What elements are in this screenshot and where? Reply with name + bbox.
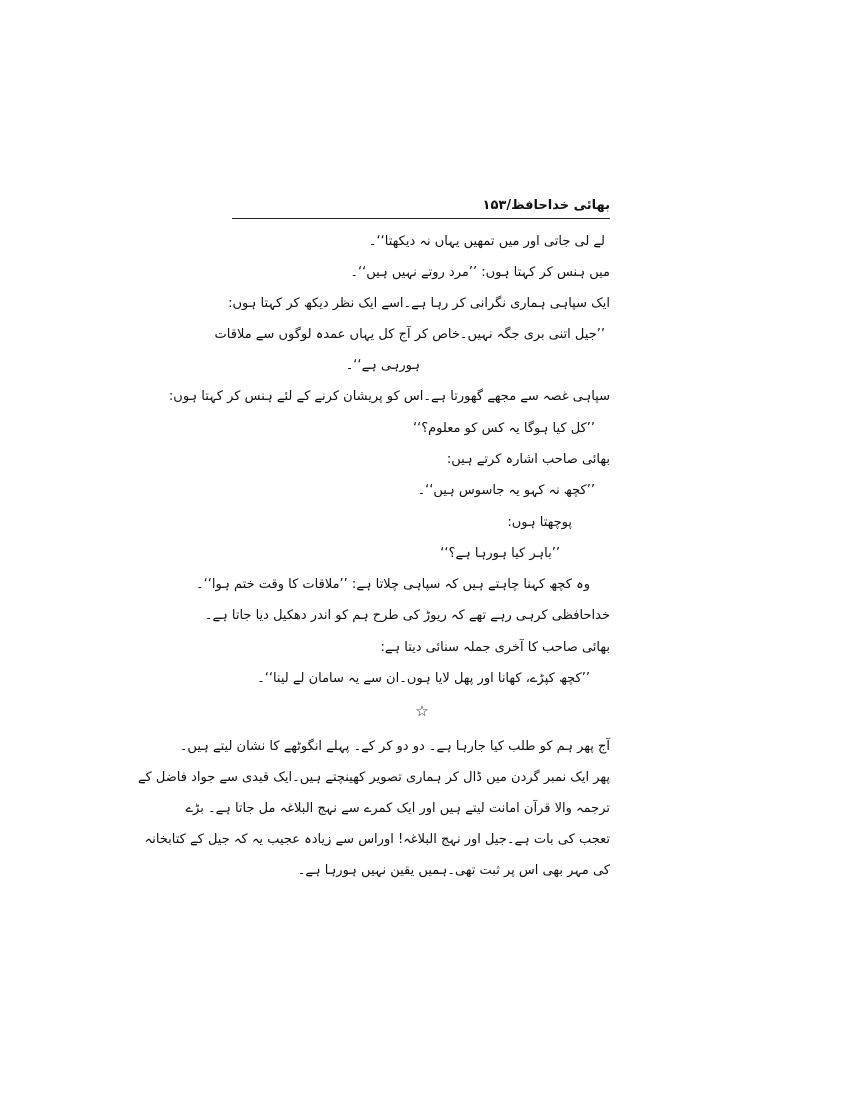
text-line: ’’کچھ کپڑے، کھانا اور پھل لایا ہوں۔ان سے یہ سامان لے لینا‘‘۔: [257, 671, 590, 686]
paragraph-line: ترجمہ والا قرآن امانت لیتے ہیں اور ایک کمرے سے نہج البلاغہ مل جاتا ہے۔ بڑے: [185, 801, 610, 816]
text-line: خداحافظی کرہی رہے تھے کہ ریوڑ کی طرح ہم کو اندر دھکیل دیا جاتا ہے۔: [204, 608, 610, 623]
text-line: بھائی صاحب اشارہ کرتے ہیں:: [446, 452, 610, 467]
paragraph-line: کی مہر بھی اس پر ثبت تھی۔ہمیں یقین نہیں ہورہا ہے۔: [297, 863, 610, 878]
text-line: ہورہی ہے‘‘۔: [345, 358, 420, 373]
text-line: ’’باہر کیا ہورہا ہے؟‘‘: [440, 546, 560, 561]
text-line: سپاہی غصہ سے مجھے گھورتا ہے۔اس کو پریشان کرنے کے لئے ہنس کر کہتا ہوں:: [168, 389, 610, 404]
header-divider: [232, 218, 610, 219]
section-separator-star-icon: ☆: [415, 702, 429, 720]
text-line: ایک سپاہی ہماری نگرانی کر رہا ہے۔اسے ایک نظر دیکھ کر کہتا ہوں:: [228, 296, 610, 311]
running-title: بھائی خداحافظ/۱۵۳: [482, 198, 610, 213]
paragraph-line: پھر ایک نمبر گردن میں ڈال کر ہماری تصویر کھینچتے ہیں۔ایک قیدی سے جواد فاضل کے: [137, 770, 610, 785]
text-line: پوچھتا ہوں:: [507, 515, 572, 530]
text-line: ’’کل کیا ہوگا یہ کس کو معلوم؟‘‘: [412, 421, 595, 436]
text-line: میں ہنس کر کہتا ہوں: ’’مرد روتے نہیں ہیں‘‘۔: [350, 265, 610, 280]
text-line: ’’جیل اتنی بری جگہ نہیں۔خاص کر آج کل یہاں عمدہ لوگوں سے ملاقات: [214, 327, 605, 342]
text-line: لے لی جاتی اور میں تمھیں یہاں نہ دیکھتا‘‘۔: [368, 234, 605, 249]
paragraph-line: تعجب کی بات ہے۔جیل اور نہج البلاغہ! اوراس سے زیادہ عجیب یہ کہ جیل کے کتابخانہ: [144, 832, 610, 847]
text-line: وہ کچھ کہنا چاہتے ہیں کہ سپاہی چلاتا ہے: ’’ملاقات کا وقت ختم ہوا‘‘۔: [196, 577, 590, 592]
running-header: [232, 196, 610, 216]
paragraph-line: آج پھر ہم کو طلب کیا جارہا ہے۔ دو دو کر کے۔ پہلے انگوٹھے کا نشان لیتے ہیں۔: [179, 739, 610, 754]
text-line: بھائی صاحب کا آخری جملہ سنائی دیتا ہے:: [380, 640, 610, 655]
text-line: ’’کچھ نہ کہو یہ جاسوس ہیں‘‘۔: [417, 483, 595, 498]
